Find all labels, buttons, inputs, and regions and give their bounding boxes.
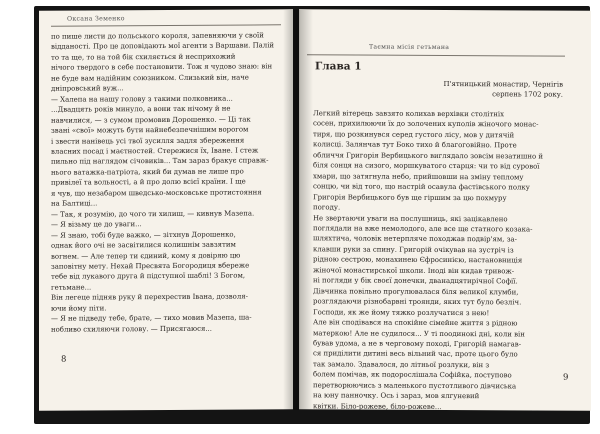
chapter-title: Глава 1	[315, 60, 362, 73]
text-line: відданості. Про це доповідають мої агенти з Варшави. Палій	[51, 41, 275, 52]
text-line: дніпровський вуж...	[51, 84, 124, 93]
text-line: не буде вам надійним союзником. Слизький він, наче	[51, 73, 249, 83]
text-line: тиря, що розкинувся серед густого лісу, мов у дитячій	[313, 130, 515, 140]
text-line: пильно під наглядом січовиків... Там зараз бракує справж-	[51, 156, 269, 167]
text-line: ні погляди у бік своєї донечки, дванадцятирічної Софії.	[313, 276, 518, 286]
text-line: по пише листи до польського короля, запевняючи у своїй	[51, 31, 264, 41]
text-line: розглядаючи різнобарвні троянди, яких тут було безліч.	[313, 297, 522, 307]
text-line: заповітну мету. Нехай Пресвята Богородиця вбереже	[51, 261, 250, 271]
text-line: квітки. Біло-рожеве, біло-рожеве...	[313, 401, 442, 411]
text-line: Григорія Вербицького був ще гіршим за цю похмуру	[313, 192, 507, 202]
left-body-text	[51, 30, 283, 335]
text-line: однак його очі не засвітилися колишнім завзятим	[51, 240, 236, 250]
text-line: навчилися, — з сумом промовив Дорошенко. — Ці так	[51, 115, 251, 125]
text-line: власних посад і маєтностей. Стережися їх, Іване. І стеж	[51, 146, 259, 156]
running-head-right: Таємна місія гетьмана	[369, 43, 450, 52]
text-line: клавши руки за спину. Григорій очікував на зустріч із	[313, 245, 514, 255]
text-line: обличчя Григорія Вербицького виглядало зовсім незатишно й	[313, 151, 543, 161]
text-line: перетворюючись з маленького пустотливого дівчиська	[313, 381, 517, 391]
text-line: нього ватажка-патріота, який би думав не лише про	[51, 167, 244, 177]
page-number-right: 9	[563, 372, 569, 383]
text-line: сонцю, чи від того, що настрій осавула фастівського полку	[313, 182, 530, 192]
text-line: рідною сестрою, монахинею Єфросинією, настановниція	[313, 255, 523, 265]
text-line: на юну панночку. Ось і зараз, мов ялгуневий	[313, 391, 480, 401]
text-line: привілеї та вольності, а й про долю всієї країни. І ще	[51, 177, 246, 188]
running-head-left: Оксана Земенко	[67, 15, 125, 23]
text-line: нічого твердого в себе постановити. Тож я чудово знаю: він	[51, 62, 273, 73]
text-line: сосен, прихилюючи їх до золочених куполів жіночого монас-	[313, 119, 539, 129]
text-line: — Так, я розумію, до чого ти хилиш, — кивнув Мазепа.	[51, 209, 255, 219]
text-line: нобливо схиляючи голову. — Присягаюся...	[51, 324, 212, 334]
text-line: колисці. Залянчав тут Боко тихо й благоговійно. Проте	[313, 140, 517, 150]
text-line: — Я знаю, тобі буде важко, — зітхнув Дорошенко,	[51, 230, 236, 240]
text-line: я чув, що незабаром шведсько-московське протистояння	[51, 188, 262, 198]
text-line: гетьмане...	[51, 283, 92, 292]
text-line: так замало. Здавалося, до літньої розлуки, він з	[313, 360, 490, 370]
text-line: ючи йому піти.	[51, 304, 107, 313]
header-rule-left	[51, 24, 281, 26]
epigraph-date: серпень 1702 року.	[492, 90, 563, 99]
text-line: то та ще, то на той бік схиляється й несприхожий	[51, 52, 236, 62]
left-page	[39, 9, 293, 411]
text-line: — Халепа на нашу голову з такими полковника...	[51, 94, 233, 104]
text-line: Легкий вітерець завзято колихав верхівки столітніх	[313, 109, 505, 119]
epigraph-place: П'ятницький монастир, Чернігів	[443, 79, 563, 89]
text-line: болем помічав, як подорослішала Софійка, поступово	[313, 370, 512, 380]
text-line: бував удома, а не в черговому поході, Григорій намагав-	[313, 339, 522, 349]
text-line: хмари, що затягнула небо, прийшовши на зміну теплому	[313, 172, 524, 182]
right-body-text	[313, 108, 569, 410]
text-line: — Я не підведу тебе, брате, — тихо мовив Мазепа, ша-	[51, 313, 252, 323]
text-line: і звести нанівець усі твої зусилля задля збереження	[51, 136, 245, 146]
text-line: Дівчинка повільно прогулювалася біля великої клумби,	[313, 287, 519, 297]
text-line: вогнем. — Але тепер ти єдиний, кому я довіряю цю	[51, 251, 241, 261]
text-line: — Я візьму це до уваги...	[51, 220, 142, 229]
text-line: ся приділити дитині весь вільний час, проте цього було	[313, 349, 518, 359]
text-line: біля сонця на сизого, моршкуватого старця: чи то від сурової	[313, 161, 540, 171]
right-page	[299, 9, 591, 411]
page-number-left: 8	[61, 354, 67, 365]
epigraph	[343, 78, 563, 99]
text-line: шляхтича, чоловік нетерпляче походжав подвір'ям, за-	[313, 234, 517, 244]
text-line: Але він сподівався на спокійне сімейне життя з рідною	[313, 318, 518, 328]
text-line: на Балтиці...	[51, 199, 98, 208]
text-line: Він легеце підняв руку й перехрестив Івана, дозволя-	[51, 292, 248, 303]
text-line: поглядали на вже немолодого, але все ще статного козака-	[313, 224, 533, 234]
text-line: звані «свої» можуть бути найнебезпечнішим ворогом	[51, 125, 249, 135]
text-line: ...Двадцять років минуло, а вони так нічому й не	[51, 104, 231, 114]
text-line: Господи, як же йому тяжко розлучатися з нею!	[313, 307, 490, 317]
text-line: погоду.	[313, 203, 341, 212]
header-rule-right	[307, 54, 565, 56]
text-line: Не звертаючи уваги на послушниць, які зацікавлено	[313, 213, 508, 223]
text-line: тебе від лукавого друга й підступної шаблі! З Богом,	[51, 271, 246, 282]
text-line: матеркою! Але не судилося... У ті поодинокі дні, коли він	[313, 328, 525, 338]
text-line: жіночої монастирської школи. Іноді він кидав тривож-	[313, 266, 515, 276]
